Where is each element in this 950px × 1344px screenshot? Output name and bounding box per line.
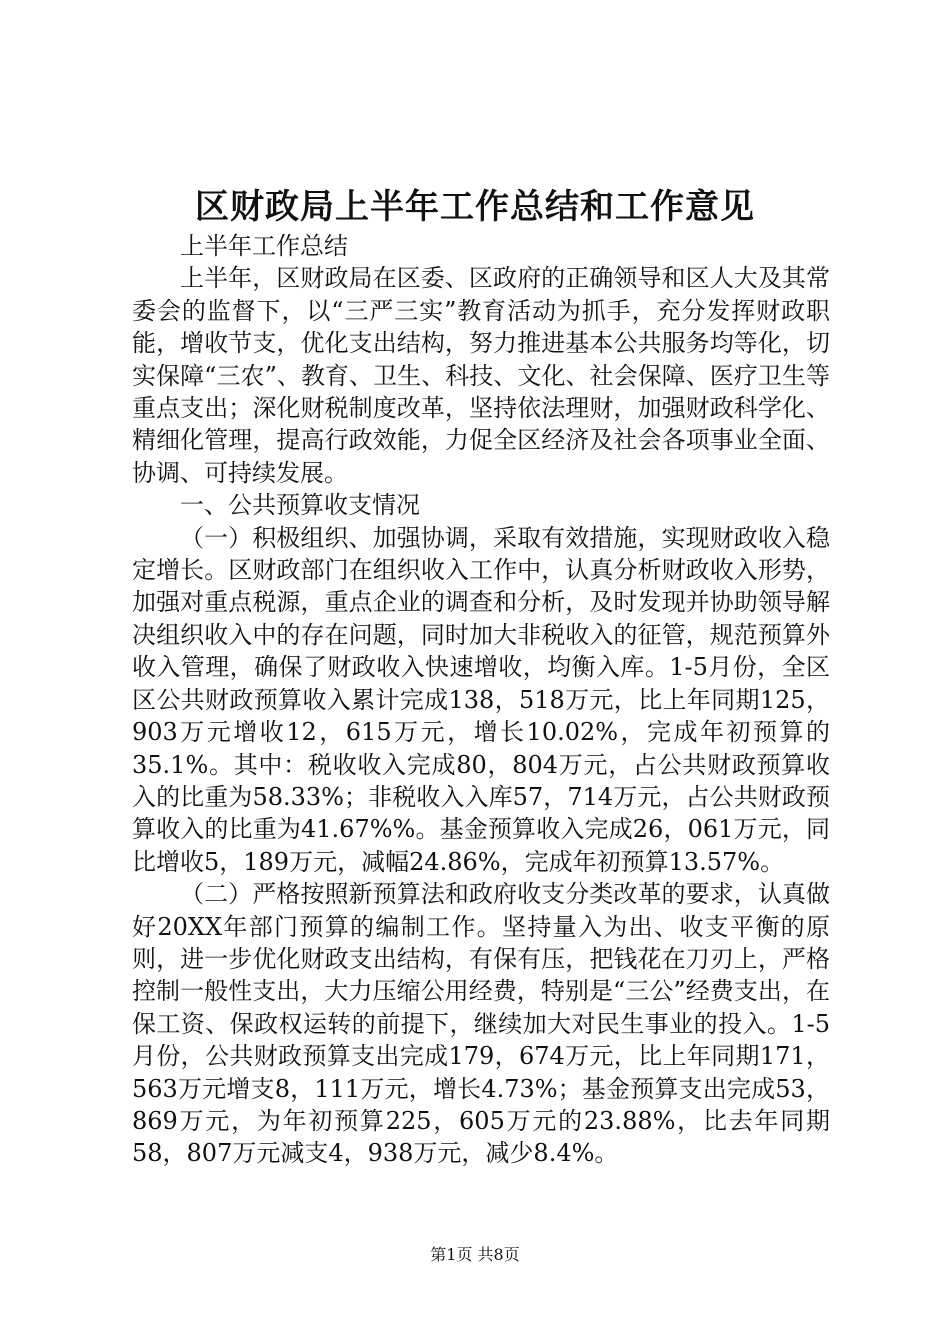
- page-number-footer: 第1页 共8页: [430, 1245, 520, 1264]
- body-paragraph: （二）严格按照新预算法和政府收支分类改革的要求，认真做好20XX年部门预算的编制工作。坚持量入为出、收支平衡的原则，进一步优化财政支出结构，有保有压，把钱花在刀刃上，严格控制一般性支出，大力压缩公用经费，特别是“三公”经费支出，在保工资、保政权运转的前提下，继续加大对民生事业的投入。1-5月份，公共财政预算支出完成179，674万元，比上年同期171，563万元增支8，111万元，增长4.73%；基金预算支出完成53，869万元，为年初预算225，605万元的23.88%，比去年同期58，807万元减支4，938万元，减少8.4%。: [132, 880, 830, 1168]
- body-paragraph: （一）积极组织、加强协调，采取有效措施，实现财政收入稳定增长。区财政部门在组织收入工作中，认真分析财政收入形势，加强对重点税源，重点企业的调查和分析，及时发现并协助领导解决组织收入中的存在问题，同时加大非税收入的征管，规范预算外收入管理，确保了财政收入快速增收，均衡入库。1-5月份，全区区公共财政预算收入累计完成138，518万元，比上年同期125，903万元增收12，615万元，增长10.02%，完成年初预算的35.1%。其中：税收收入完成80，804万元，占公共财政预算收入的比重为58.33%；非税收入入库57，714万元，占公共财政预算收入的比重为41.67%%。基金预算收入完成26，061万元，同比增收5，189万元，减幅24.86%，完成年初预算13.57%。: [132, 523, 830, 876]
- document-body: [132, 230, 830, 1170]
- document-title: 区财政局上半年工作总结和工作意见: [195, 187, 755, 227]
- body-paragraph: 上半年，区财政局在区委、区政府的正确领导和区人大及其常委会的监督下，以“三严三实”教育活动为抓手，充分发挥财政职能，增收节支，优化支出结构，努力推进基本公共服务均等化，切实保障“三农”、教育、卫生、科技、文化、社会保障、医疗卫生等重点支出；深化财税制度改革，坚持依法理财，加强财政科学化、精细化管理，提高行政效能，力促全区经济及社会各项事业全面、协调、可持续发展。: [132, 264, 830, 487]
- section-heading: 上半年工作总结: [180, 232, 348, 260]
- section-heading: 一、公共预算收支情况: [180, 491, 420, 520]
